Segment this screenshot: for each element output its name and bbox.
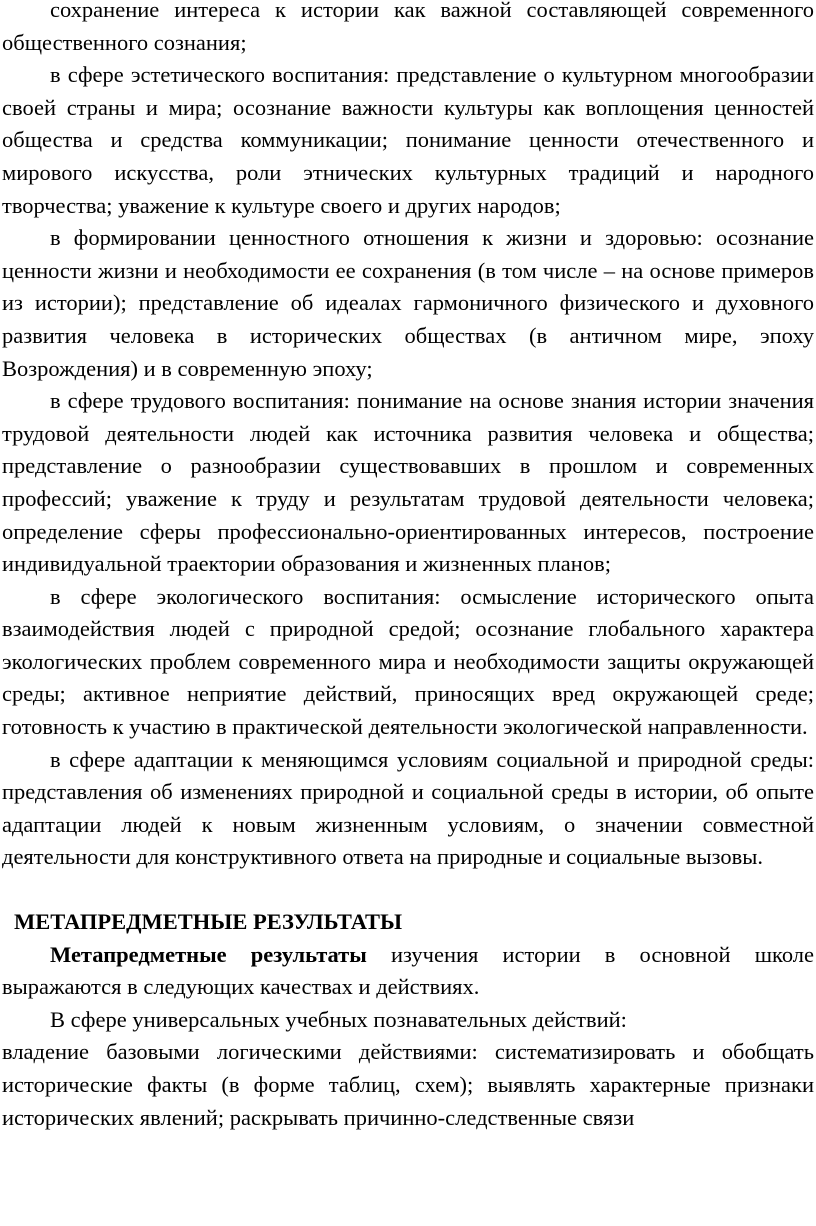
- intro-text: изучения истории в основной школе выражаются в следующих качествах и действиях.: [2, 941, 814, 1000]
- paragraph-adaptation: в сфере адаптации к меняющимся условиям социальной и природной среды: представления об изменениях природной и социальной среды в истории, об опыте адаптации людей к новым жизненным условиям, о значении совместной деятельности для конструктивного ответа на природные и социальные вызовы.: [2, 746, 814, 870]
- section-heading: МЕТАПРЕДМЕТНЫЕ РЕЗУЛЬТАТЫ: [14, 909, 403, 935]
- paragraph-history-interest: сохранение интереса к истории как важной составляющей современного общественного сознания;: [2, 0, 814, 55]
- paragraph-logical-actions: владение базовыми логическими действиями: систематизировать и обобщать исторические факты (в форме таблиц, схем); выявлять характерные признаки исторических явлений; раскрывать причинно-следственные связи: [2, 1039, 814, 1130]
- paragraph-labor-education: в сфере трудового воспитания: понимание на основе знания истории значения трудовой деятельности людей как источника развития человека и общества; представление о разнообразии существовавших в прошлом и современных профессий; уважение к труду и результатам трудовой деятельности человека; определение сферы профессионально-ориентированных интересов, построение индивидуальной траектории образования и жизненных планов;: [2, 388, 814, 577]
- intro-bold-term: Метапредметные результаты: [50, 941, 367, 967]
- paragraph-ecological-education: в сфере экологического воспитания: осмысление исторического опыта взаимодействия людей с природной средой; осознание глобального характера экологических проблем современного мира и необходимости защиты окружающей среды; активное неприятие действий, приносящих вред окружающей среде; готовность к участию в практической деятельности экологической направленности.: [2, 583, 814, 740]
- paragraph-health-values: в формировании ценностного отношения к жизни и здоровью: осознание ценности жизни и необходимости ее сохранения (в том числе – на основе примеров из истории); представление об идеалах гармоничного физического и духовного развития человека в исторических обществах (в античном мире, эпоху Возрождения) и в современную эпоху;: [2, 225, 814, 381]
- paragraph-intro: [2, 939, 814, 1004]
- paragraph-sphere-line: В сфере универсальных учебных познавательных действий:: [50, 1006, 627, 1032]
- paragraph-aesthetic-education: в сфере эстетического воспитания: представление о культурном многообразии своей страны и мира; осознание важности культуры как воплощения ценностей общества и средства коммуникации; понимание ценности отечественного и мирового искусства, роли этнических культурных традиций и народного творчества; уважение к культуре своего и других народов;: [2, 62, 814, 218]
